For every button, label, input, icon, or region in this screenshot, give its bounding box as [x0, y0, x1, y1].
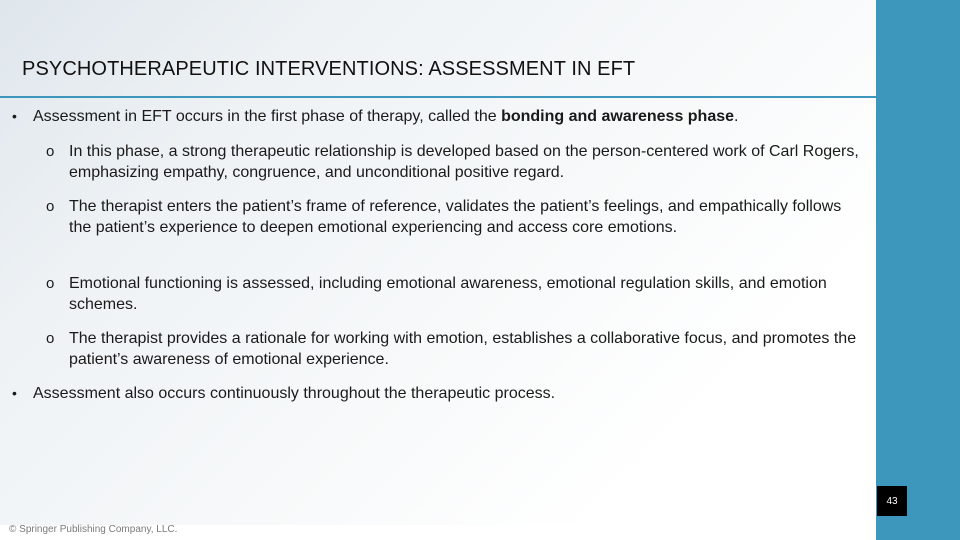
slide-title: PSYCHOTHERAPEUTIC INTERVENTIONS: ASSESSMENT IN EFT: [22, 58, 636, 80]
sub-bullet-text: The therapist enters the patient’s frame of reference, validates the patient’s feelings, and empathically follows the patient’s experience to deepen emotional experiencing and access core emotions.: [69, 198, 842, 236]
sub-bullet-text: In this phase, a strong therapeutic relationship is developed based on the person-centered work of Carl Rogers, emphasizing empathy, congruence, and unconditional positive regard.: [69, 143, 859, 181]
bullet-text: Assessment also occurs continuously throughout the therapeutic process.: [33, 385, 556, 402]
page-number: 43: [877, 486, 907, 516]
bullet-text-after: .: [734, 108, 739, 125]
sub-bullet-marker: o: [46, 198, 55, 215]
bullet-marker: •: [12, 108, 17, 124]
sub-bullet-text: Emotional functioning is assessed, including emotional awareness, emotional regulation skills, and emotion schemes.: [69, 275, 827, 313]
sub-bullet-marker: o: [46, 330, 55, 347]
sub-bullet-marker: o: [46, 275, 55, 292]
bullet-text-before: Assessment in EFT occurs in the first phase of therapy, called the: [33, 108, 502, 125]
copyright-notice: © Springer Publishing Company, LLC.: [9, 524, 178, 535]
bullet-text: [33, 106, 738, 127]
bullet-text-bold: bonding and awareness phase: [501, 108, 735, 125]
sub-bullet-text: The therapist provides a rationale for working with emotion, establishes a collaborative focus, and promotes the patient’s awareness of emotional experience.: [69, 330, 857, 368]
sub-bullet-marker: o: [46, 143, 55, 160]
title-divider: [0, 96, 876, 98]
bullet-marker: •: [12, 385, 17, 401]
accent-sidebar: [876, 0, 960, 540]
